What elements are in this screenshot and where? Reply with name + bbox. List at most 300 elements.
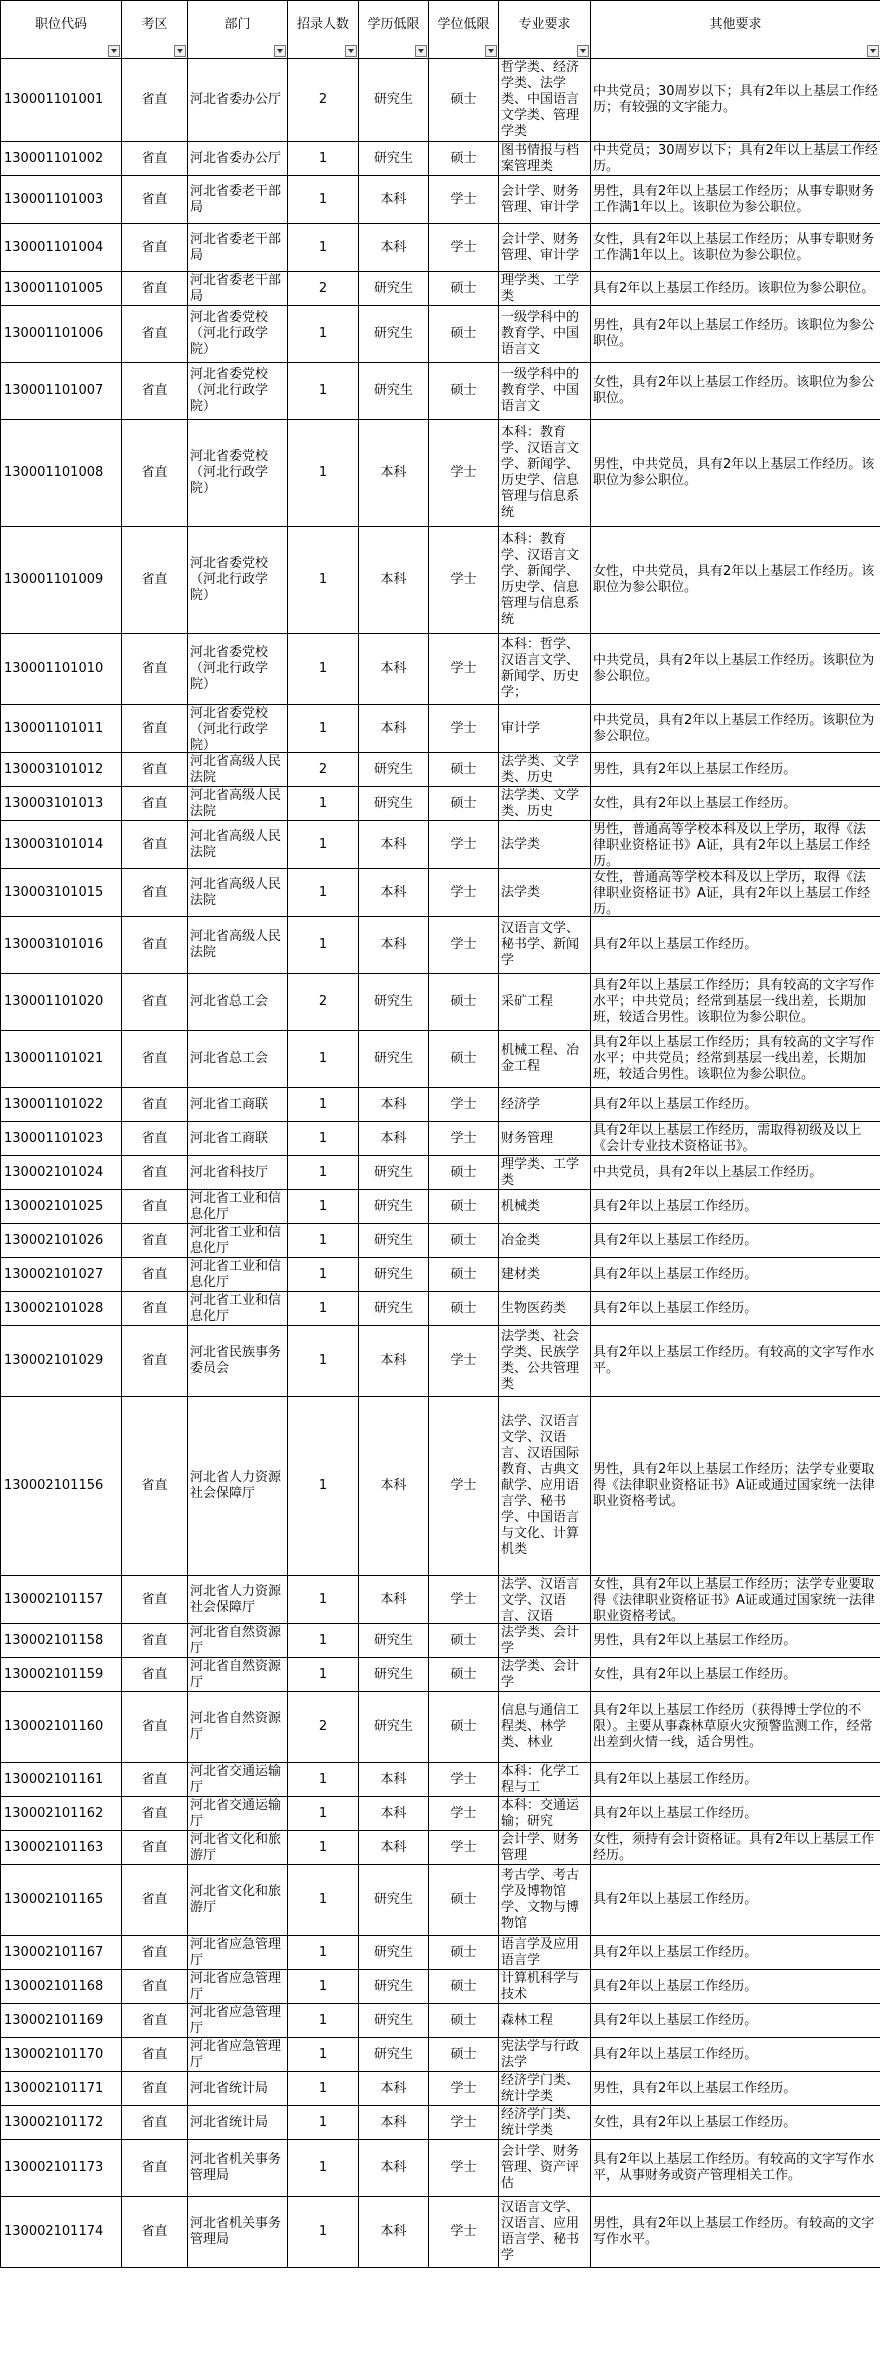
cell-text: 法学类、会计学	[501, 1658, 580, 1690]
cell-text: 省直	[141, 720, 168, 736]
min-degree-cell	[429, 1122, 499, 1156]
header-row	[1, 1, 880, 59]
cell-text: 具有2年以上基层工作经历。	[593, 2046, 758, 2062]
cell-text: 男性，具有2年以上基层工作经历；从事专职财务工作满1年以上。该职位为参公职位。	[593, 183, 875, 215]
department-cell	[188, 821, 288, 869]
exam-area-cell	[122, 527, 188, 634]
cell-text: 学士	[450, 1130, 477, 1146]
cell-text: 省直	[141, 937, 168, 952]
cell-text: 130002101171	[4, 2080, 104, 2096]
position-code-cell	[1, 2004, 122, 2038]
cell-text: 省直	[141, 383, 168, 398]
cell-text: 本科	[380, 2080, 407, 2096]
cell-text: 130002101167	[4, 1944, 104, 1960]
table-row	[1, 527, 880, 634]
cell-text: 1	[318, 1164, 328, 1180]
cell-text: 具有2年以上基层工作经历。	[593, 1978, 758, 1994]
min-degree-cell	[429, 2140, 499, 2197]
major-requirement-cell	[499, 1658, 591, 1692]
position-code-cell	[1, 363, 122, 420]
cell-text: 硕士	[450, 1164, 477, 1180]
department-cell	[188, 1797, 288, 1831]
position-code-cell	[1, 1031, 122, 1088]
filter-dropdown-icon[interactable]	[577, 45, 589, 57]
min-degree-cell	[429, 1031, 499, 1088]
position-code-cell	[1, 1576, 122, 1624]
cell-text: 硕士	[450, 383, 477, 398]
cell-text: 女性，中共党员，具有2年以上基层工作经历。该职位为参公职位。	[593, 564, 875, 595]
cell-text: 河北省委老干部局	[190, 272, 282, 304]
table-row	[1, 1156, 880, 1190]
min-education-cell	[359, 1190, 429, 1224]
cell-text: 研究生	[373, 280, 413, 296]
cell-text: 130002101165	[4, 1892, 104, 1907]
cell-text: 学士	[450, 2160, 477, 2175]
other-requirement-cell	[591, 59, 880, 142]
cell-text: 女性，具有2年以上基层工作经历。该职位为参公职位。	[593, 375, 875, 406]
cell-text: 男性，具有2年以上基层工作经历。	[593, 1632, 797, 1648]
position-code-cell	[1, 1122, 122, 1156]
cell-text: 学士	[450, 1353, 477, 1368]
exam-area-cell	[122, 974, 188, 1031]
exam-area-cell	[122, 2106, 188, 2140]
cell-text: 本科：哲学、汉语言文学、新闻学、历史学；	[501, 637, 580, 700]
min-degree-cell	[429, 1797, 499, 1831]
table-row	[1, 2197, 880, 2268]
other-requirement-cell	[591, 420, 880, 527]
min-education-cell	[359, 1936, 429, 1970]
cell-text: 学士	[450, 2114, 477, 2130]
cell-text: 机械工程、冶金工程	[501, 1043, 580, 1074]
cell-text: 本科	[380, 239, 407, 255]
cell-text: 研究生	[373, 1198, 413, 1214]
recruit-count-cell	[288, 974, 359, 1031]
cell-text: 河北省应急管理厅	[190, 1936, 282, 1968]
cell-text: 1	[318, 1232, 328, 1248]
cell-text: 省直	[141, 1266, 168, 1282]
department-cell	[188, 1865, 288, 1936]
major-requirement-cell	[499, 869, 591, 917]
min-education-cell	[359, 1797, 429, 1831]
min-education-cell	[359, 1624, 429, 1658]
department-cell	[188, 2072, 288, 2106]
min-education-cell	[359, 176, 429, 224]
cell-text: 1	[318, 191, 328, 207]
cell-text: 1	[318, 1839, 328, 1855]
cell-text: 130001101022	[4, 1096, 104, 1112]
min-degree-cell	[429, 917, 499, 974]
cell-text: 法学类、文学类、历史	[501, 787, 580, 819]
cell-text: 2	[318, 994, 328, 1009]
cell-text: 1	[318, 661, 328, 676]
major-requirement-cell	[499, 634, 591, 705]
cell-text: 本科	[380, 1771, 407, 1787]
min-education-cell	[359, 2106, 429, 2140]
cell-text: 省直	[141, 1839, 168, 1855]
cell-text: 哲学类、经济学类、法学类、中国语言文学类、管理学类	[501, 60, 580, 139]
cell-text: 省直	[141, 1096, 168, 1112]
filter-dropdown-icon[interactable]	[274, 45, 286, 57]
table-row	[1, 1397, 880, 1576]
min-degree-cell	[429, 787, 499, 821]
major-requirement-cell	[499, 176, 591, 224]
cell-text: 学士	[450, 1839, 477, 1855]
cell-text: 学士	[450, 836, 477, 852]
header-label: 其他要求	[709, 16, 762, 32]
cell-text: 法学类、文学类、历史	[501, 753, 580, 785]
table-row	[1, 2106, 880, 2140]
cell-text: 省直	[141, 1666, 168, 1682]
other-requirement-cell	[591, 1865, 880, 1936]
cell-text: 具有2年以上基层工作经历。有较高的文字写作水平。	[593, 1345, 875, 1376]
cell-text: 河北省总工会	[190, 994, 269, 1009]
other-requirement-cell	[591, 1156, 880, 1190]
exam-area-cell	[122, 2140, 188, 2197]
major-requirement-cell	[499, 2140, 591, 2197]
major-requirement-cell	[499, 363, 591, 420]
major-requirement-cell	[499, 59, 591, 142]
filter-dropdown-icon[interactable]	[174, 45, 186, 57]
min-education-cell	[359, 753, 429, 787]
other-requirement-cell	[591, 821, 880, 869]
min-education-cell	[359, 1258, 429, 1292]
cell-text: 省直	[141, 2160, 168, 2175]
table-row	[1, 1326, 880, 1397]
filter-dropdown-icon[interactable]	[108, 45, 120, 57]
cell-text: 省直	[141, 2046, 168, 2062]
cell-text: 法学类、会计学	[501, 1624, 580, 1656]
other-requirement-cell	[591, 1692, 880, 1763]
min-degree-cell	[429, 1088, 499, 1122]
cell-text: 具有2年以上基层工作经历；具有较高的文字写作水平；中共党员；经常到基层一线出差，长期加班，较适合男性。该职位为参公职位。	[593, 1035, 875, 1082]
cell-text: 中共党员；30周岁以下；具有2年以上基层工作经历；有较强的文字能力。	[593, 84, 878, 115]
position-code-cell	[1, 142, 122, 176]
position-code-cell	[1, 869, 122, 917]
cell-text: 男性，中共党员，具有2年以上基层工作经历。该职位为参公职位。	[593, 457, 875, 488]
min-degree-cell	[429, 1865, 499, 1936]
other-requirement-cell	[591, 1936, 880, 1970]
cell-text: 省直	[141, 191, 168, 207]
cell-text: 1	[318, 1478, 328, 1493]
major-requirement-cell	[499, 2038, 591, 2072]
position-code-cell	[1, 634, 122, 705]
cell-text: 130001101021	[4, 1051, 104, 1066]
cell-text: 省直	[141, 2114, 168, 2130]
department-cell	[188, 2004, 288, 2038]
filter-dropdown-icon[interactable]	[415, 45, 427, 57]
cell-text: 学士	[450, 1096, 477, 1112]
cell-text: 130002101157	[4, 1591, 104, 1607]
cell-text: 1	[318, 150, 328, 166]
other-requirement-cell	[591, 142, 880, 176]
cell-text: 硕士	[450, 761, 477, 777]
major-requirement-cell	[499, 1031, 591, 1088]
cell-text: 经济学门类、统计学类	[501, 2106, 580, 2138]
cell-text: 河北省文化和旅游厅	[190, 1884, 282, 1915]
filter-dropdown-icon[interactable]	[345, 45, 357, 57]
cell-text: 男性，具有2年以上基层工作经历；法学专业要取得《法律职业资格证书》A证或通过国家统一法律职业资格考试。	[593, 1462, 875, 1509]
cell-text: 本科	[380, 1839, 407, 1855]
header-exam-area	[122, 1, 188, 59]
other-requirement-cell	[591, 1258, 880, 1292]
cell-text: 130001101011	[4, 720, 104, 736]
recruit-count-cell	[288, 1624, 359, 1658]
cell-text: 130002101024	[4, 1164, 104, 1180]
exam-area-cell	[122, 2197, 188, 2268]
cell-text: 审计学	[501, 720, 541, 736]
other-requirement-cell	[591, 753, 880, 787]
cell-text: 河北省高级人民法院	[190, 876, 282, 908]
header-other-requirement	[591, 1, 880, 59]
min-degree-cell	[429, 2106, 499, 2140]
cell-text: 本科	[380, 2224, 407, 2239]
cell-text: 1	[318, 2224, 328, 2239]
position-code-cell	[1, 420, 122, 527]
other-requirement-cell	[591, 974, 880, 1031]
other-requirement-cell	[591, 1624, 880, 1658]
cell-text: 河北省应急管理厅	[190, 1970, 282, 2002]
cell-text: 研究生	[373, 1978, 413, 1994]
position-code-cell	[1, 2038, 122, 2072]
cell-text: 硕士	[450, 150, 477, 166]
table-row	[1, 869, 880, 917]
cell-text: 研究生	[373, 1164, 413, 1180]
cell-text: 130002101158	[4, 1632, 104, 1648]
exam-area-cell	[122, 917, 188, 974]
exam-area-cell	[122, 2072, 188, 2106]
cell-text: 省直	[141, 884, 168, 900]
table-row	[1, 1797, 880, 1831]
other-requirement-cell	[591, 869, 880, 917]
position-code-cell	[1, 59, 122, 142]
cell-text: 河北省工业和信息化厅	[190, 1292, 282, 1324]
major-requirement-cell	[499, 2197, 591, 2268]
cell-text: 河北省委办公厅	[190, 150, 282, 166]
major-requirement-cell	[499, 1692, 591, 1763]
cell-text: 省直	[141, 2224, 168, 2239]
department-cell	[188, 2038, 288, 2072]
cell-text: 130001101002	[4, 150, 104, 166]
cell-text: 中共党员，具有2年以上基层工作经历。	[593, 1164, 823, 1180]
cell-text: 130003101013	[4, 795, 104, 811]
cell-text: 河北省人力资源社会保障厅	[190, 1583, 282, 1615]
cell-text: 省直	[141, 795, 168, 811]
other-requirement-cell	[591, 1397, 880, 1576]
position-code-cell	[1, 705, 122, 753]
cell-text: 河北省工业和信息化厅	[190, 1224, 282, 1256]
department-cell	[188, 272, 288, 306]
cell-text: 130003101015	[4, 884, 104, 900]
min-degree-cell	[429, 1156, 499, 1190]
table-row	[1, 1190, 880, 1224]
other-requirement-cell	[591, 1088, 880, 1122]
exam-area-cell	[122, 1576, 188, 1624]
header-label: 招录人数	[296, 16, 349, 32]
exam-area-cell	[122, 176, 188, 224]
major-requirement-cell	[499, 1292, 591, 1326]
cell-text: 具有2年以上基层工作经历。	[593, 1944, 758, 1960]
recruit-count-cell	[288, 1763, 359, 1797]
min-degree-cell	[429, 1190, 499, 1224]
cell-text: 语言学及应用语言学	[501, 1936, 580, 1968]
cell-text: 河北省高级人民法院	[190, 828, 282, 860]
min-degree-cell	[429, 821, 499, 869]
exam-area-cell	[122, 1624, 188, 1658]
major-requirement-cell	[499, 787, 591, 821]
position-code-cell	[1, 1763, 122, 1797]
cell-text: 财务管理	[501, 1130, 554, 1146]
department-cell	[188, 1397, 288, 1576]
min-education-cell	[359, 272, 429, 306]
min-degree-cell	[429, 142, 499, 176]
table-row	[1, 1865, 880, 1936]
header-label: 职位代码	[34, 16, 87, 32]
min-degree-cell	[429, 1763, 499, 1797]
other-requirement-cell	[591, 1122, 880, 1156]
cell-text: 计算机科学与技术	[501, 1970, 580, 2002]
cell-text: 中共党员，具有2年以上基层工作经历。该职位为参公职位。	[593, 712, 875, 744]
recruit-count-cell	[288, 753, 359, 787]
min-education-cell	[359, 1088, 429, 1122]
department-cell	[188, 917, 288, 974]
cell-text: 河北省文化和旅游厅	[190, 1831, 282, 1863]
exam-area-cell	[122, 1763, 188, 1797]
min-education-cell	[359, 2004, 429, 2038]
position-code-cell	[1, 1658, 122, 1692]
cell-text: 具有2年以上基层工作经历。	[593, 1266, 758, 1282]
cell-text: 理学类、工学类	[501, 1156, 580, 1188]
min-degree-cell	[429, 1831, 499, 1865]
position-code-cell	[1, 974, 122, 1031]
cell-text: 1	[318, 1353, 328, 1368]
recruit-count-cell	[288, 2072, 359, 2106]
cell-text: 1	[318, 1805, 328, 1821]
cell-text: 本科	[380, 2160, 407, 2175]
department-cell	[188, 1190, 288, 1224]
cell-text: 本科：教育学、汉语言文学、新闻学、历史学、信息管理与信息系统	[501, 425, 580, 520]
min-education-cell	[359, 1292, 429, 1326]
table-row	[1, 1763, 880, 1797]
min-education-cell	[359, 1763, 429, 1797]
recruit-count-cell	[288, 787, 359, 821]
min-degree-cell	[429, 59, 499, 142]
cell-text: 女性，须持有会计资格证。具有2年以上基层工作经历。	[593, 1831, 875, 1863]
exam-area-cell	[122, 1088, 188, 1122]
cell-text: 硕士	[450, 1719, 477, 1734]
cell-text: 具有2年以上基层工作经历；具有较高的文字写作水平；中共党员；经常到基层一线出差，长期加班，较适合男性。该职位为参公职位。	[593, 978, 875, 1025]
cell-text: 130001101007	[4, 383, 104, 398]
cell-text: 研究生	[373, 994, 413, 1009]
exam-area-cell	[122, 142, 188, 176]
cell-text: 法学类	[501, 836, 541, 852]
cell-text: 省直	[141, 994, 168, 1009]
recruit-count-cell	[288, 705, 359, 753]
department-cell	[188, 1292, 288, 1326]
cell-text: 省直	[141, 2080, 168, 2096]
min-education-cell	[359, 917, 429, 974]
department-cell	[188, 869, 288, 917]
cell-text: 2	[318, 761, 328, 777]
other-requirement-cell	[591, 787, 880, 821]
min-degree-cell	[429, 272, 499, 306]
header-min-education	[359, 1, 429, 59]
table-row	[1, 1576, 880, 1624]
table-row	[1, 176, 880, 224]
cell-text: 硕士	[450, 326, 477, 341]
cell-text: 本科	[380, 836, 407, 852]
exam-area-cell	[122, 869, 188, 917]
position-code-cell	[1, 527, 122, 634]
cell-text: 硕士	[450, 1051, 477, 1066]
cell-text: 硕士	[450, 1666, 477, 1682]
major-requirement-cell	[499, 705, 591, 753]
min-degree-cell	[429, 1970, 499, 2004]
cell-text: 学士	[450, 884, 477, 900]
cell-text: 一级学科中的教育学、中国语言文	[501, 367, 580, 414]
department-cell	[188, 705, 288, 753]
table-row	[1, 1624, 880, 1658]
major-requirement-cell	[499, 1224, 591, 1258]
cell-text: 1	[318, 1096, 328, 1112]
cell-text: 130001101003	[4, 191, 104, 207]
table-row	[1, 142, 880, 176]
recruit-count-cell	[288, 1326, 359, 1397]
department-cell	[188, 1031, 288, 1088]
cell-text: 河北省应急管理厅	[190, 2004, 282, 2036]
header-major-requirement	[499, 1, 591, 59]
cell-text: 研究生	[373, 1944, 413, 1960]
position-code-cell	[1, 1936, 122, 1970]
cell-text: 硕士	[450, 994, 477, 1009]
cell-text: 省直	[141, 1944, 168, 1960]
filter-dropdown-icon[interactable]	[485, 45, 497, 57]
position-code-cell	[1, 1088, 122, 1122]
cell-text: 河北省交通运输厅	[190, 1797, 282, 1829]
other-requirement-cell	[591, 2106, 880, 2140]
min-education-cell	[359, 420, 429, 527]
department-cell	[188, 59, 288, 142]
cell-text: 1	[318, 795, 328, 811]
exam-area-cell	[122, 2038, 188, 2072]
header-department	[188, 1, 288, 59]
table-row	[1, 306, 880, 363]
department-cell	[188, 2197, 288, 2268]
cell-text: 研究生	[373, 1719, 413, 1734]
cell-text: 学士	[450, 465, 477, 480]
department-cell	[188, 2140, 288, 2197]
position-code-cell	[1, 1970, 122, 2004]
cell-text: 130002101028	[4, 1300, 104, 1316]
position-code-cell	[1, 1397, 122, 1576]
cell-text: 河北省委党校（河北行政学院）	[190, 449, 269, 496]
min-degree-cell	[429, 363, 499, 420]
cell-text: 省直	[141, 1353, 168, 1368]
cell-text: 本科	[380, 191, 407, 207]
exam-area-cell	[122, 1397, 188, 1576]
major-requirement-cell	[499, 1088, 591, 1122]
cell-text: 1	[318, 1198, 328, 1214]
other-requirement-cell	[591, 917, 880, 974]
cell-text: 省直	[141, 1198, 168, 1214]
exam-area-cell	[122, 1258, 188, 1292]
cell-text: 具有2年以上基层工作经历。有较高的文字写作水平，从事财务或资产管理相关工作。	[593, 2152, 875, 2183]
filter-dropdown-icon[interactable]	[867, 45, 879, 57]
position-code-cell	[1, 176, 122, 224]
table-row	[1, 1088, 880, 1122]
cell-text: 硕士	[450, 280, 477, 296]
other-requirement-cell	[591, 2038, 880, 2072]
recruit-count-cell	[288, 1692, 359, 1763]
